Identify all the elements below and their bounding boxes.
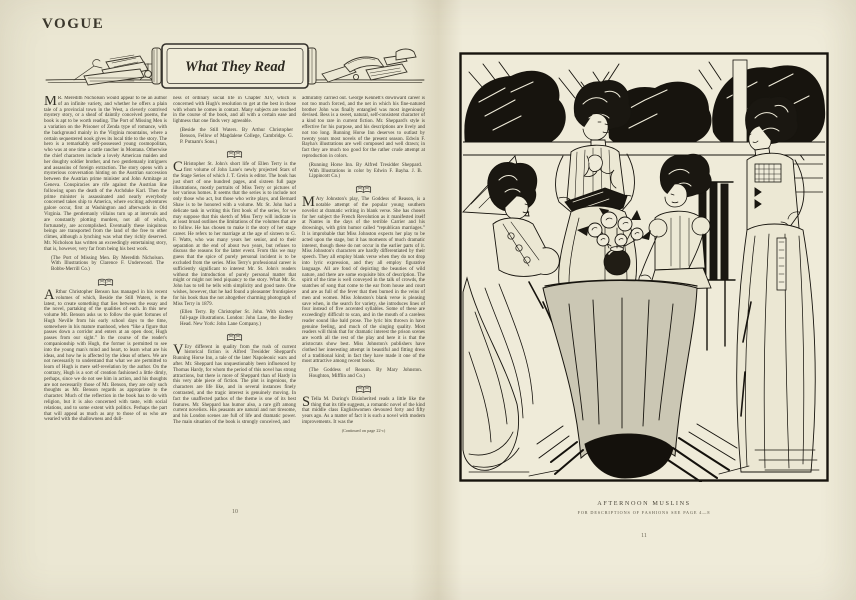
drop-cap: C xyxy=(173,159,183,176)
drop-cap: S xyxy=(302,393,311,410)
header-illustration xyxy=(44,40,426,92)
page-number-left: 10 xyxy=(232,509,238,515)
banner-roller-left xyxy=(152,48,161,84)
article-paragraph: ness of ordinary social life in Chapter XIV, which is concerned with Hugh's resolution to get at the best in those with whom he comes in contact. Many subjects are touched in the course of the book, and all with a certain ease and lightness that one finds very agreeable. xyxy=(173,96,296,125)
fashion-plate-illustration xyxy=(459,52,829,482)
open-book-icon xyxy=(173,150,296,159)
book-citation: (Ellen Terry. By Christopher St. John. With sixteen full-page illustrations. London: John Lane, the Bodley Head. New York: John Lane Company.) xyxy=(180,310,293,327)
article-paragraph: admirably carried out. George Kennett's downward career is not too much forced, and the net in which his fine-natured brother John was finally entangled was most ingeniously devised. Bess is a sweet, natural, self-consistent character of a kind too rare in current fiction. Mr. Sheppard's style is effective for his purpose, and his descriptions are lively and not too long. Running Horse Inn deserves to outlast by twenty years most novels of the present season. Edwin F. Bayha's illustrations are well composed and well drawn; in fact they are much too good for the rather crude attempt at reproduction in colors. xyxy=(302,96,425,159)
pergola-post xyxy=(733,60,747,148)
article-paragraph: S Tella M. During's Disinherited reads a little like the thing that its title suggests, a romantic novel of the kind that middle class Englishwomen devoured forty and fifty years ago. As a matter of fact it is such a novel with modern improvements. It was the xyxy=(302,393,425,426)
drop-cap: A xyxy=(44,286,55,303)
plate-caption: AFTERNOON MUSLINS xyxy=(597,500,691,507)
page-number-right: 11 xyxy=(641,533,647,539)
open-book-icon xyxy=(302,385,425,394)
book-citation: (Running Horse Inn. By Alfred Tresidder Sheppard. With Illustrations in color by Edwin F. Bayha. J. B. Lippincott Co.) xyxy=(309,162,422,180)
drop-cap: M xyxy=(44,96,57,109)
article-paragraph: C Hristopher St. John's short life of Ellen Terry is the first volume of John Lane's newly projected Stars of the Stage Series of which J. T. Grein is editor. The book has just short of one hundred pages, and sixteen full page illustrations, mostly portraits of Miss Terry or pictures of her various homes. It seems that the series is to include not only those who act, but those who write plays, and Bernard Shaw is to be honored with a volume. Mr. St. John had a delicate task in writing this first book of the series, for we may suppose that this sketch of Miss Terry will indicate in at least broad outlines the limitations of the volumes that are to follow. He has chosen to make it the story of her stage career. He refers to her marriage at the age of sixteen to G. F. Watts, who was many years her senior, and to their separation at the end of about two years, but refuses to discuss the reasons for the latter event. From this we may guess that the spice of purely personal incident is to be excluded from the series. Miss Terry's professional career is sufficiently significant to interest Mr. St. John's readers without the introduction of purely personal matter that might or might not lend piquancy to the story. What Mr. St. John has to tell he tells with simplicity and good taste. One wishes, however, that he had found a pleasanter frontispiece for his book than the not altogether charming photograph of Miss Terry in 1879. xyxy=(173,159,296,307)
left-desk-sketch xyxy=(74,55,152,85)
vogue-logo: VOGUE xyxy=(42,16,105,32)
continued-note: (Continued on page 22-c) xyxy=(341,427,386,433)
open-book-icon xyxy=(173,333,296,342)
article-paragraph: M R. Meredith Nicholson would appear to be an author of an infinite variety, and whether he offers a plain tale of a provincial town in the West, a cleverly contrived mystery story, or a sheaf of daintily conceived poems, the book is apt to be worth reading. The Port of Missing Men is a variation on the Prisoner of Zenda type of romance, with the background mainly in the Virginia mountains, where a certain sequestered nook gives its local title to the story. The hero is a remarkably self-possessed young cosmopolitan, who was at one time a cattle rancher in Montana. Otherwise the chief characters include a lovely American maiden and her doughty soldier brother, and two gentlemanly intriguers and assassins of foreign extraction. The story opens with a mysterious conversation hinting on the Austrian succession between the Austrian prime minister and John Armitage at Geneva. Conspiracies are rife against the Austrian line following upon the death of the Archduke Karl. Then the prime minister is assassinated and nearly everybody concerned takes ship to America, where exciting adventures galore occur, first at Washington and afterwards in Old Virginia. The gentlemanly villains turn up at intervals and are constantly plotting murders, not all of which, fortunately, are accomplished. Eventually these iniquitous beings are transported from the land of the free to other climes, although a lynching was what they richly deserved. Mr. Nicholson has written an exceedingly entertaining story, that is, however, very far from being his best work. xyxy=(44,96,167,252)
article-columns xyxy=(44,96,426,566)
plate-subcaption: FOR DESCRIPTIONS OF FASHIONS SEE PAGE 4—8 xyxy=(577,510,711,515)
right-desk-sketch xyxy=(322,49,416,82)
open-book-icon xyxy=(302,185,425,194)
book-citation: (Beside the Still Waters. By Arthur Christopher Benson, Fellow of Magdalene College, Cambridge. G. P. Putnam's Sons.) xyxy=(180,127,293,145)
book-citation: (The Goddess of Reason. By Mary Johnston. Houghton, Mifflin and Co.) xyxy=(309,368,422,380)
article-title-banner xyxy=(162,44,308,88)
article-paragraph: V Ery different in quality from the rush of current historical fiction is Alfred Tresidder Sheppard's Running Horse Inn, a tale of the later Napoleonic wars and after. Mr. Sheppard has unquestionably been influenced by Thomas Hardy, for whom the period of this novel has strong attractions, but there is more of Sheppard than of Hardy in this very able piece of fiction. The plot is ingenious, the characters are life like, and in several instances finely contrasted, and the tragic interest is genuinely moving. In fact the unaffected pathos of the theme is one of its best features. Mr. Sheppard has humor also, a rare gift among current novelists. His peasants are natural and not tiresome, and his London scenes are full of life and dramatic power. The main situation of the book is strongly conceived, and xyxy=(173,341,296,426)
drop-cap: M xyxy=(302,194,315,211)
article-column xyxy=(302,96,425,566)
drop-cap: V xyxy=(173,341,184,358)
article-title: What They Read xyxy=(185,59,285,75)
book-citation: (The Port of Missing Men. By Meredith Nicholson. With Illustrations by Clarence F. Underwood. The Bobbs-Merrill Co.) xyxy=(51,255,164,273)
article-paragraph: M Ary Johnston's play, The Goddess of Reason, is a notable attempt of the popular young southern novelist at dramatic writing in blank verse. She has chosen for her subject the French Revolution as it manifested itself at Nantes in the days of the terrible Carrier and his drownings, with grim humor called “republican marriages.” It is improbable that Miss Johnston expects her play to be acted upon the stage, but it has moments of much dramatic interest, though these do not occur in the earlier parts of it. Miss Johnston's characters are hardly differentiated by their speech. They all employ blank verse when they do not drop into lyric expression, and they all employ figurative language. All are fond of depicting the beauties of wild nature, and there are some exquisite bits of description. The spirit of the time is well conveyed in the talk of crowds, the snatches of song that come to the ear from house and court and are as full of the fever that then burned in the veins of men and women. Miss Johnston's blank verse is pleasing save when, in the search for variety, she introduces lines of four instead of five accented syllables. Some of these are exceedingly difficult to scan, and in the mouth of a careless reader sound like bald prose. The lyric bits thrown in have genuine feeling, and much of the singing quality. Most readers will think that for dramatic interest the prison scenes are worth all the rest of the play and here it is that the aristocrats show best. Miss Johnston's publishers have clothed her interesting attempt in beautiful and fitting dress of a traditional kind; in fact they have made it one of the most attractive among recent books. xyxy=(302,194,425,365)
article-column xyxy=(44,96,167,566)
article-paragraph: A Rthur Christopher Benson has managed in his recent volumes of which, Beside the Still Waters, is the latest, to create something that lies between the essay and the novel, partaking of the qualities of each. In this new volume Mr. Benson asks us to follow the quiet fortunes of Hugh Neville from his early school days to the time, somewhere in his mature manhood, when “like a figure that passes down a corridor and enters at an open door, Hugh passes from our sight.” In the course of the reader's companionship with Hugh, the former is permitted to see into the young man's mind and heart, to learn what are his ideas, and how he is affected by the ideas of others. We are not necessarily to understand that what we are permitted to learn of Hugh is mere self-revelation by the author. On the contrary, Hugh is a sort of creation fashioned a little dimly, perhaps, since we do not see him in action, and his thoughts are not necessarily those of Mr. Benson, they are only such thoughts as Mr. Benson regards as appropriate to the character. Much of the reflection in the book has to do with religion, but it is also concerned with taste, with social relations, and to some extent with politics. Perhaps the part that will appeal as much as any to those of us who are wearied with the shallowness and dull- xyxy=(44,286,167,423)
article-column xyxy=(173,96,296,566)
open-book-icon xyxy=(44,278,167,287)
